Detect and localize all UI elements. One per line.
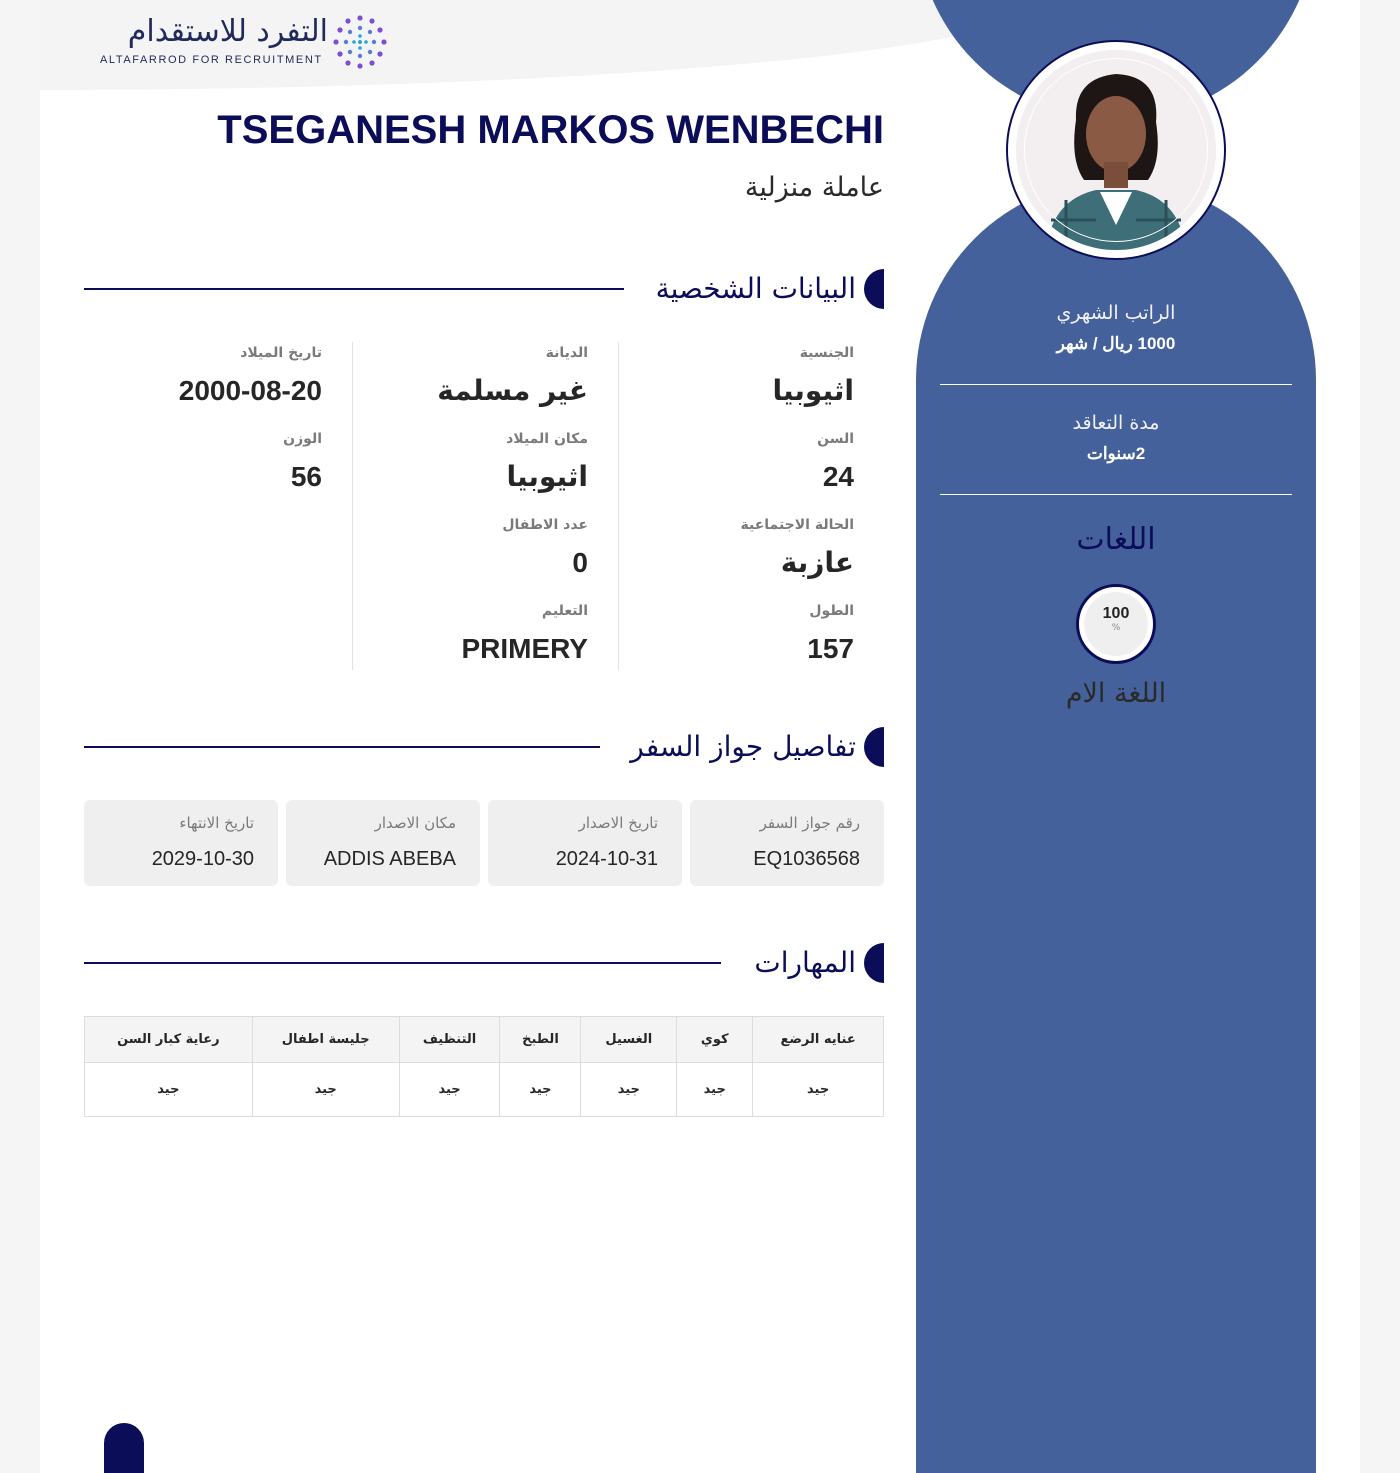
skill-value: جيد [753, 1063, 884, 1117]
section-line [84, 746, 600, 748]
company-logo [100, 14, 400, 74]
children-label: عدد الاطفال [502, 517, 588, 533]
salary-label: الراتب الشهري [1056, 302, 1176, 324]
issue-place-value: ADDIS ABEBA [323, 848, 456, 870]
salary-block [940, 302, 1292, 354]
issue-place-label: مكان الاصدار [374, 814, 456, 832]
nationality-value: اثيوبيا [772, 374, 854, 407]
skill-value: جيد [581, 1063, 677, 1117]
skills-header-row [85, 1017, 884, 1063]
expiry-date-card [84, 800, 278, 886]
marital-label: الحالة الاجتماعية [740, 517, 854, 533]
language-percent: 100 [1102, 605, 1130, 622]
sidebar-divider [940, 384, 1292, 385]
skill-value: جيد [252, 1063, 399, 1117]
weight-value: 56 [290, 461, 322, 492]
expiry-date-value: 2029-10-30 [151, 848, 254, 870]
skill-header: عنايه الرضع [753, 1017, 884, 1063]
language-level-circle [1076, 584, 1156, 664]
issue-date-value: 2024-10-31 [555, 848, 658, 870]
skill-header: الطبخ [500, 1017, 581, 1063]
religion-value: غير مسلمة [437, 374, 588, 407]
age-value: 24 [822, 461, 854, 492]
nationality-label: الجنسية [799, 345, 854, 361]
religion-label: الديانة [545, 345, 588, 361]
weight-label: الوزن [283, 431, 322, 447]
age-label: السن [817, 431, 854, 447]
skills-section-header [84, 943, 884, 983]
sidebar [916, 0, 1316, 1473]
skills-table [84, 1016, 884, 1117]
weight-item [283, 428, 322, 500]
contract-block [940, 412, 1292, 464]
expiry-date-label: تاريخ الانتهاء [179, 814, 254, 832]
language-name: اللغة الام [1065, 678, 1167, 709]
issue-date-card [488, 800, 682, 886]
birthdate-label: تاريخ الميلاد [240, 345, 322, 361]
contract-value: 2سنوات [1086, 444, 1146, 463]
skill-value: جيد [500, 1063, 581, 1117]
sidebar-divider [940, 494, 1292, 495]
education-item [461, 600, 588, 672]
personal-info-grid [84, 342, 884, 670]
birthplace-value: اثيوبيا [506, 460, 588, 493]
logo-english-text: ALTAFARROD FOR RECRUITMENT [100, 54, 323, 66]
info-column [352, 342, 618, 670]
birthplace-label: مكان الميلاد [506, 431, 588, 447]
job-title: عاملة منزلية [744, 172, 884, 203]
section-tab [864, 943, 884, 983]
nationality-item [772, 342, 854, 414]
height-value: 157 [807, 633, 854, 664]
section-tab [864, 269, 884, 309]
cv-page [40, 0, 1360, 1473]
personal-section-header [84, 269, 884, 309]
birthdate-value: 2000-08-20 [178, 375, 322, 406]
photo-inner-ring [1024, 58, 1208, 242]
bottom-decoration-tab [104, 1423, 144, 1473]
skill-value: جيد [85, 1063, 253, 1117]
section-title: تفاصيل جواز السفر [630, 730, 856, 763]
section-tab [864, 727, 884, 767]
section-line [84, 962, 721, 964]
marital-value: عازبة [780, 546, 854, 579]
languages-title: اللغات [1076, 522, 1156, 557]
logo-arabic-text: التفرد للاستقدام [127, 14, 328, 49]
height-label: الطول [809, 603, 854, 619]
section-line [84, 288, 624, 290]
height-item [807, 600, 854, 672]
skill-header: جليسة اطفال [252, 1017, 399, 1063]
sidebar-main-shape [916, 180, 1316, 1473]
language-unit: % [1111, 623, 1121, 633]
skills-value-row [85, 1063, 884, 1117]
age-item [817, 428, 854, 500]
issue-place-card [286, 800, 480, 886]
worker-name: TSEGANESH MARKOS WENBECHI [217, 108, 884, 152]
marital-item [741, 514, 854, 586]
info-column [84, 342, 352, 670]
skill-header: الغسيل [581, 1017, 677, 1063]
birthdate-item [179, 342, 322, 414]
children-item [502, 514, 588, 586]
skill-value: جيد [399, 1063, 500, 1117]
passport-number-label: رقم جواز السفر [759, 814, 860, 832]
education-label: التعليم [541, 603, 588, 619]
passport-number-card [690, 800, 884, 886]
info-column [618, 342, 884, 670]
passport-number-value: EQ1036568 [753, 848, 860, 870]
language-level-inner [1084, 592, 1148, 656]
section-title: المهارات [754, 946, 856, 979]
contract-label: مدة التعاقد [1072, 412, 1160, 434]
skill-header: كوي [677, 1017, 753, 1063]
skill-header: التنظيف [399, 1017, 500, 1063]
children-value: 0 [572, 547, 588, 578]
passport-section-header [84, 727, 884, 767]
birthplace-item [506, 428, 588, 500]
section-title: البيانات الشخصية [655, 272, 856, 305]
religion-item [437, 342, 588, 414]
skill-header: رعاية كبار السن [85, 1017, 253, 1063]
skill-value: جيد [677, 1063, 753, 1117]
issue-date-label: تاريخ الاصدار [578, 814, 658, 832]
logo-mark-icon [332, 14, 388, 70]
education-value: PRIMERY [461, 633, 588, 664]
salary-value: 1000 ريال / شهر [1056, 334, 1176, 353]
